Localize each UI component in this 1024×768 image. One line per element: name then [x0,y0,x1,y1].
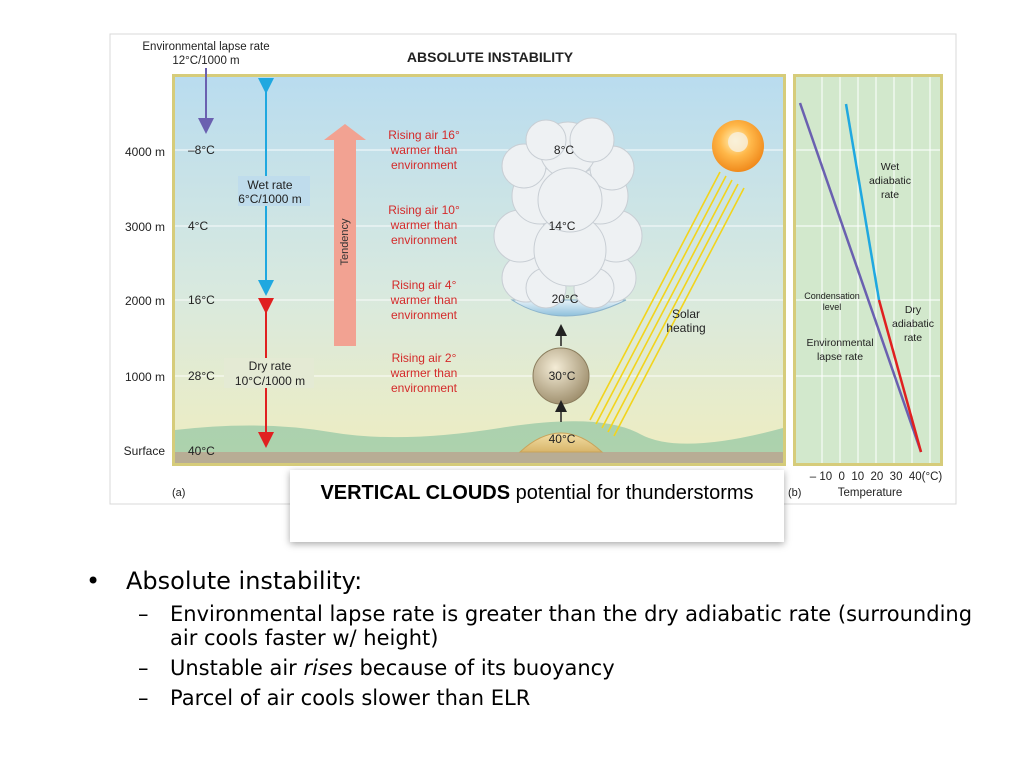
wet-label-line2: adiabatic [868,175,912,187]
rising-note-1-line3: environment [390,158,458,172]
parcel-temp-4000: 8°C [553,143,575,157]
dry-label-line1: Dry [904,304,922,316]
env-label-line2: lapse rate [816,351,864,363]
env-temp-1000: 28°C [188,369,215,383]
caption-rest: potential for thunderstorms [510,482,754,504]
sun-highlight [728,132,748,152]
env-label-line1: Environmental [806,337,874,349]
panel-b-label: (b) [788,487,802,499]
env-temp-3000: 4°C [188,219,209,233]
graph-background [796,77,940,463]
dry-rate-line2: 10°C/1000 m [234,374,306,388]
sub-bullet-3 [86,686,986,710]
panel-a-label: (a) [172,487,186,499]
altitude-3000: 3000 m [124,220,165,234]
rising-note-4-line2: warmer than [390,366,458,380]
altitude-1000: 1000 m [124,370,165,384]
wet-label-line1: Wet [880,161,900,173]
sub-bullet-2-text: Unstable air [170,656,304,680]
sub-bullet-1-text: Environmental lapse rate is greater than the dry adiabatic rate (surrounding air cools faster w/ height) [170,602,973,650]
rising-note-2-line3: environment [390,233,458,247]
solar-label-line2: heating [666,321,706,335]
altitude-2000: 2000 m [124,294,165,308]
sub-bullet-3-text: Parcel of air cools slower than ELR [170,686,531,710]
altitude-surface: Surface [123,444,165,458]
wet-rate-line1: Wet rate [247,178,293,192]
altitude-4000: 4000 m [124,145,165,159]
figure-title: ABSOLUTE INSTABILITY [406,49,574,65]
temperature-axis-ticks: – 10 0 10 20 30 40(°C) [809,471,943,483]
condensation-label-line1: Condensation [804,291,860,301]
rising-note-3-line2: warmer than [390,293,458,307]
dry-rate-line1: Dry rate [248,359,292,373]
sub-bullet-2 [86,656,986,680]
sub-bullet-1 [86,602,986,650]
panel-b-graph [793,74,943,466]
dash-icon: – [138,656,149,680]
tendency-label: Tendency [339,218,351,266]
panel-a [124,68,786,466]
rising-note-1-line1: Rising air 16° [388,128,460,142]
elr-label-line1: Environmental lapse rate [142,41,270,53]
elr-label-line2: 12°C/1000 m [172,55,240,67]
rising-note-2-line2: warmer than [390,218,458,232]
rising-note-1-line2: warmer than [390,143,458,157]
solar-label-line1: Solar [671,307,701,321]
rising-note-4-line3: environment [390,381,458,395]
wet-label-line3: rate [880,189,900,201]
env-temp-4000: –8°C [188,143,215,157]
rising-note-4-line1: Rising air 2° [391,351,457,365]
rising-note-3-line1: Rising air 4° [391,278,457,292]
bullet-main [86,566,986,596]
parcel-temp-3000: 14°C [548,219,576,233]
sub-bullet-2-italic: rises [303,656,353,680]
caption-box [290,470,784,542]
bullet-list [86,566,986,710]
dry-label-line2: adiabatic [891,318,935,330]
parcel-temp-2000: 20°C [551,292,579,306]
condensation-label-line2: level [822,302,842,312]
dry-label-line3: rate [903,332,923,344]
wet-rate-line2: 6°C/1000 m [238,192,302,206]
ground-surface [175,452,783,463]
parcel-temp-1000: 30°C [548,369,576,383]
temperature-axis-label: Temperature [837,487,903,499]
dash-icon: – [138,686,149,710]
bullet-main-text: Absolute instability: [126,567,363,595]
rising-note-2-line1: Rising air 10° [388,203,460,217]
parcel-temp-surface: 40°C [548,432,576,446]
rising-note-3-line3: environment [390,308,458,322]
env-temp-2000: 16°C [188,293,215,307]
dash-icon: – [138,602,149,626]
env-temp-surface: 40°C [188,444,215,458]
bullet-dot-icon: • [86,567,101,595]
sub-bullet-2-rest: because of its buoyancy [352,656,615,680]
caption-bold: VERTICAL CLOUDS [320,482,511,504]
